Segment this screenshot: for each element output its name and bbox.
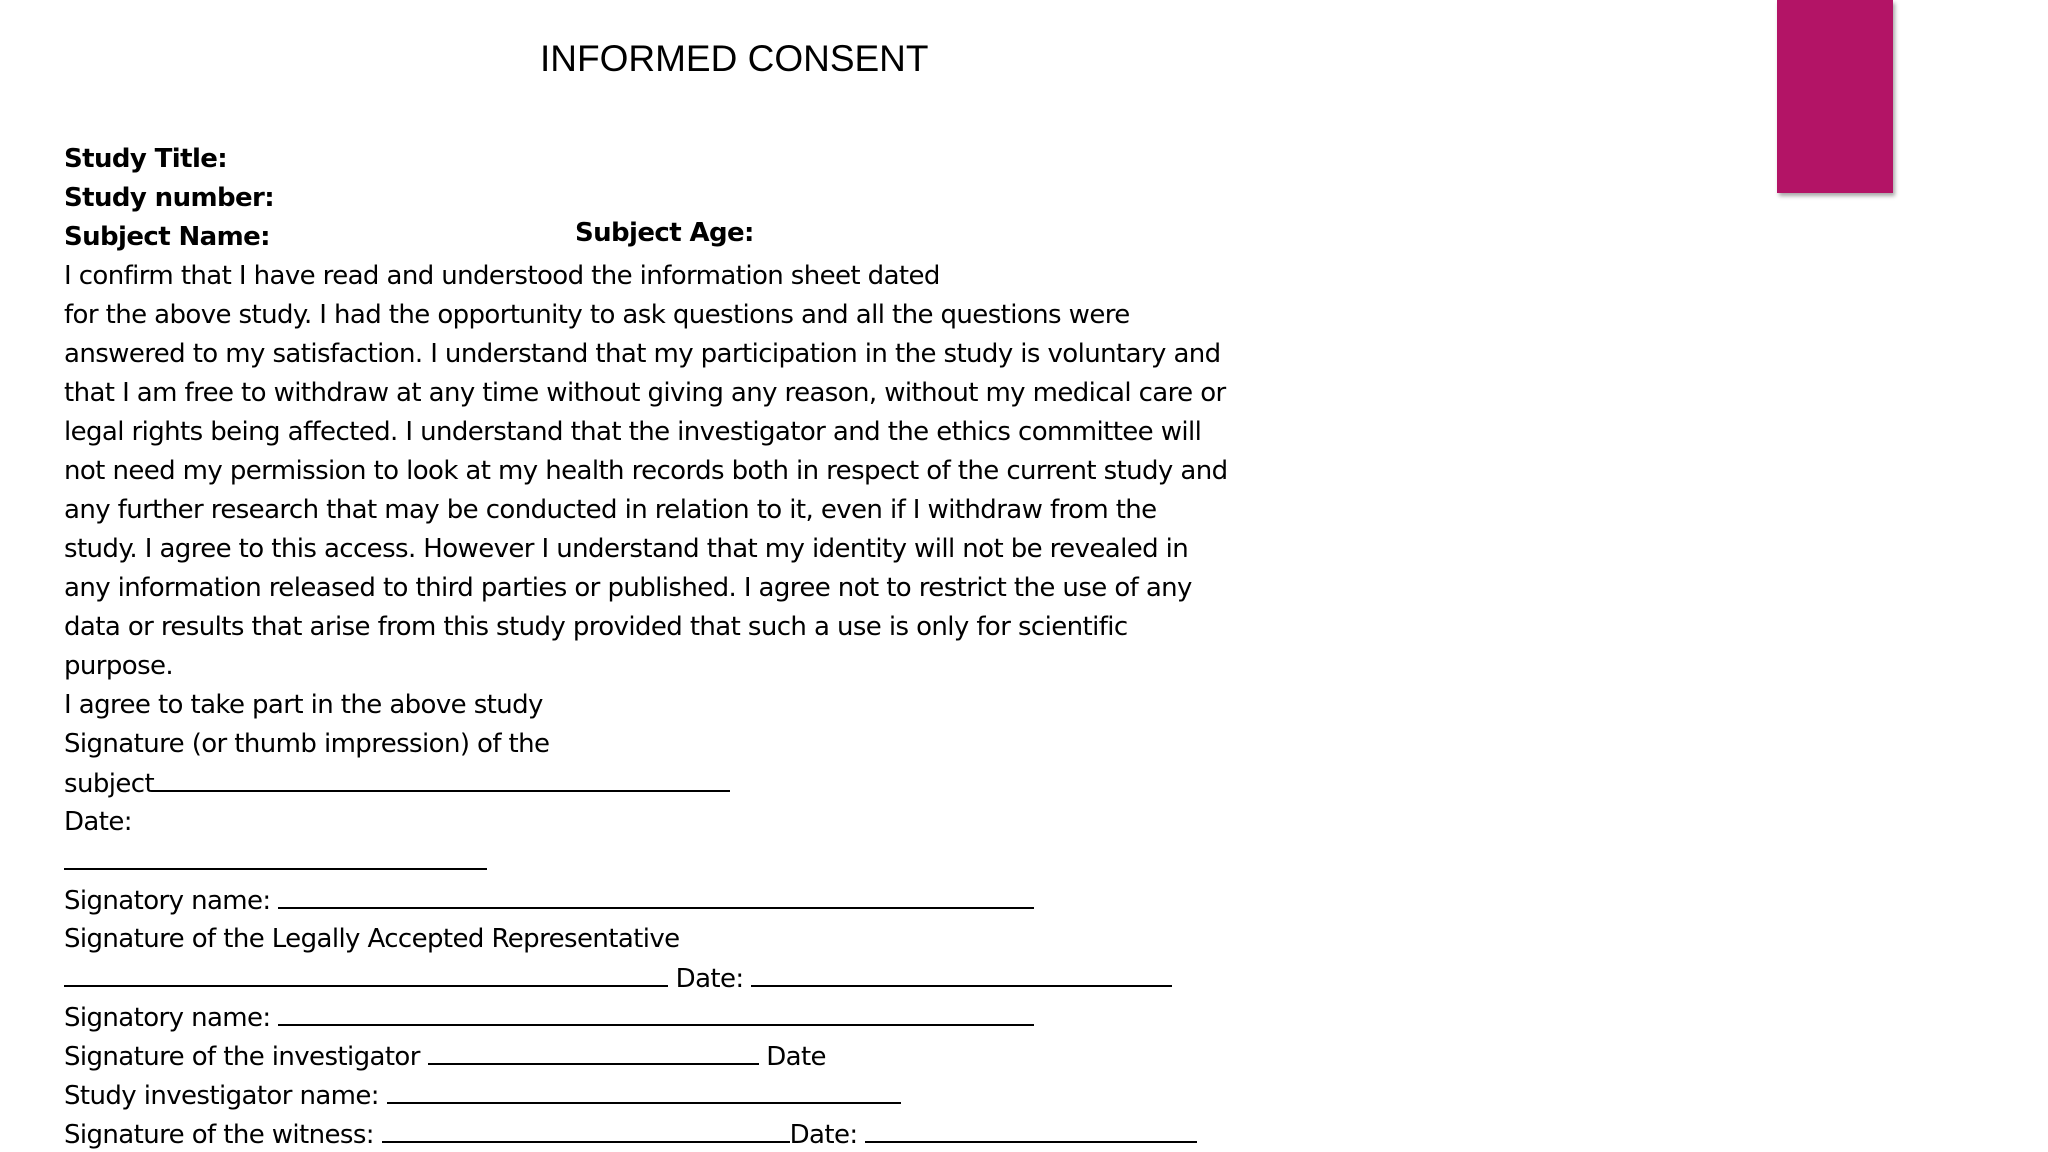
- lar-signature-field[interactable]: [64, 959, 668, 987]
- signatory-name-field-2[interactable]: [278, 998, 1034, 1026]
- witness-signature-label: Signature of the witness:: [64, 1120, 374, 1150]
- lar-signature-label: Signature of the Legally Accepted Representative: [64, 924, 680, 954]
- investigator-name-field[interactable]: [387, 1076, 901, 1104]
- subject-age-label: Subject Age:: [575, 218, 754, 248]
- consent-line-10: data or results that arise from this study provided that such a use is only for scientific: [64, 612, 1128, 642]
- investigator-signature-field[interactable]: [428, 1037, 759, 1065]
- subject-name-label: Subject Name:: [64, 222, 270, 252]
- consent-line-8: study. I agree to this access. However I understand that my identity will not be revealed in: [64, 534, 1189, 564]
- signatory-name-label-1: Signatory name:: [64, 886, 271, 916]
- investigator-signature-label: Signature of the investigator: [64, 1042, 420, 1072]
- consent-line-1: I confirm that I have read and understood the information sheet dated: [64, 261, 940, 291]
- consent-line-4: that I am free to withdraw at any time without giving any reason, without my medical care or: [64, 378, 1226, 408]
- consent-form-body: [64, 140, 1227, 1152]
- subject-date-label: Date:: [64, 807, 132, 837]
- signatory-name-row-2: [64, 998, 1227, 1037]
- subject-signature-row: [64, 764, 1227, 803]
- investigator-name-row: [64, 1076, 1227, 1115]
- investigator-name-label: Study investigator name:: [64, 1081, 379, 1111]
- signatory-name-label-2: Signatory name:: [64, 1003, 271, 1033]
- subject-signature-field[interactable]: [154, 764, 730, 792]
- consent-line-3: answered to my satisfaction. I understand that my participation in the study is voluntary and: [64, 339, 1221, 369]
- witness-signature-field[interactable]: [382, 1115, 790, 1143]
- consent-line-6: not need my permission to look at my health records both in respect of the current study and: [64, 456, 1228, 486]
- subject-date-row: [64, 842, 1227, 881]
- signatory-name-field-1[interactable]: [278, 881, 1034, 909]
- witness-signature-row: [64, 1115, 1227, 1152]
- accent-bar: [1777, 0, 1893, 193]
- consent-line-11: purpose.: [64, 651, 174, 681]
- witness-date-label: Date:: [789, 1120, 858, 1150]
- subject-label: subject: [64, 769, 155, 799]
- study-title-label: Study Title:: [64, 144, 228, 174]
- signatory-name-row-1: [64, 881, 1227, 920]
- lar-signature-row: [64, 959, 1227, 998]
- agreement-statement: I agree to take part in the above study: [64, 690, 543, 720]
- consent-line-2: for the above study. I had the opportunity to ask questions and all the questions were: [64, 300, 1130, 330]
- page-title: INFORMED CONSENT: [540, 38, 929, 79]
- study-number-label: Study number:: [64, 183, 275, 213]
- witness-date-field[interactable]: [865, 1115, 1197, 1143]
- lar-date-label: Date:: [675, 964, 744, 994]
- subject-date-field[interactable]: [64, 842, 487, 870]
- subject-signature-label: Signature (or thumb impression) of the: [64, 729, 550, 759]
- investigator-signature-row: [64, 1037, 1227, 1076]
- consent-line-5: legal rights being affected. I understand that the investigator and the ethics committee will: [64, 417, 1202, 447]
- consent-line-7: any further research that may be conducted in relation to it, even if I withdraw from the: [64, 495, 1157, 525]
- consent-line-9: any information released to third parties or published. I agree not to restrict the use of any: [64, 573, 1192, 603]
- investigator-date-label: Date: [766, 1042, 826, 1072]
- lar-date-field[interactable]: [751, 959, 1172, 987]
